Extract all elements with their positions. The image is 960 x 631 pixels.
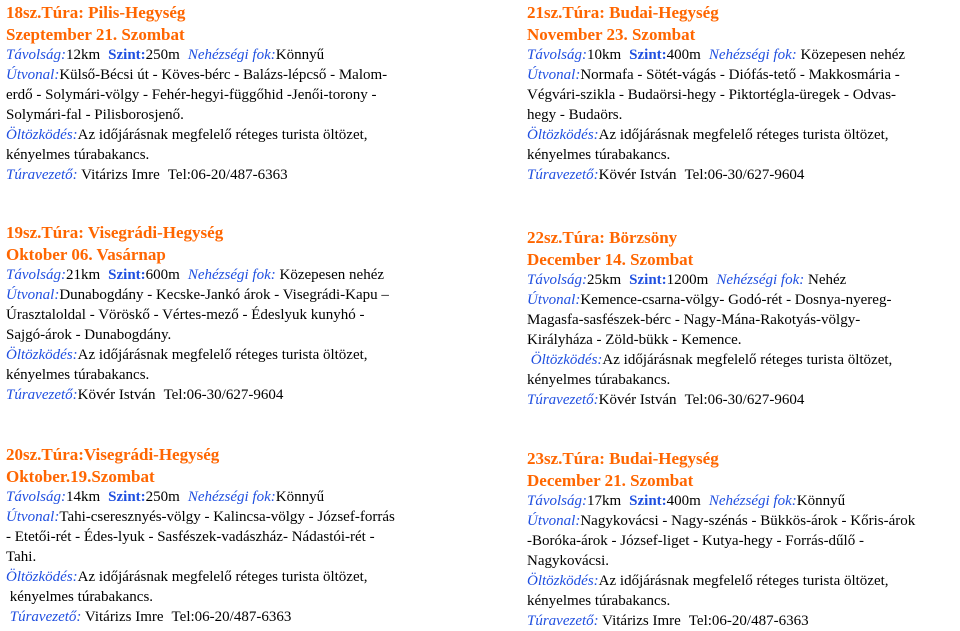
clothing-line <box>527 125 957 145</box>
tour-title: 18sz.Túra: Pilis-Hegység <box>6 3 186 22</box>
clothing-line: kényelmes túrabakancs. <box>6 367 150 383</box>
tour-title: 23sz.Túra: Budai-Hegység <box>527 449 719 468</box>
difficulty-value: Könnyű <box>275 489 325 505</box>
route-line: -Boróka-árok - József-liget - Kutya-hegy - Forrás-dűlő - <box>527 533 864 549</box>
elevation-value: 250m <box>145 489 180 505</box>
difficulty-value: Könnyű <box>275 47 325 63</box>
route-line: Nagykovácsi. <box>527 553 610 569</box>
distance-value: 14km <box>66 489 101 505</box>
guide-phone: Tel:06-20/487-6363 <box>167 167 288 183</box>
clothing-line <box>6 345 446 365</box>
route-line: - Etetői-rét - Édes-lyuk - Sasfészek-vadászház- Nádastói-rét - <box>6 529 375 545</box>
route-line: erdő - Solymári-völgy - Fehér-hegyi-függőhid -Jenői-torony - <box>6 87 377 103</box>
elevation-value: 400m <box>666 47 701 63</box>
guide-label: Túravezető: <box>6 387 78 403</box>
difficulty-value: Közepesen nehéz <box>279 267 385 283</box>
guide-name: Vitárizs Imre <box>81 167 160 183</box>
route-label: Útvonal: <box>527 513 581 529</box>
elevation-value: 250m <box>145 47 180 63</box>
tour-date: December 14. Szombat <box>527 250 694 269</box>
guide-phone: Tel:06-20/487-6363 <box>688 613 809 629</box>
clothing-line: kényelmes túrabakancs. <box>527 147 671 163</box>
route-label: Útvonal: <box>527 292 581 308</box>
guide-line <box>6 385 446 405</box>
route-text: Nagykovácsi - Nagy-szénás - Bükkös-árok - Kőris-árok <box>580 513 916 529</box>
tour-stats <box>6 487 446 507</box>
guide-name: Kövér István <box>598 392 677 408</box>
tour-title: 20sz.Túra:Visegrádi-Hegység <box>6 445 220 464</box>
difficulty-label: Nehézségi fok: <box>187 47 276 63</box>
elevation-value: 1200m <box>666 272 709 288</box>
elevation-label: Szint: <box>108 489 146 505</box>
difficulty-value: Könnyű <box>796 493 846 509</box>
route-label: Útvonal: <box>527 67 581 83</box>
guide-line <box>6 607 446 627</box>
guide-name: Kövér István <box>77 387 156 403</box>
route-line <box>527 290 957 310</box>
tour-stats <box>6 265 446 285</box>
clothing-line: kényelmes túrabakancs. <box>527 372 671 388</box>
clothing-text: Az időjárásnak megfelelő réteges turista öltözet, <box>77 347 368 363</box>
difficulty-value: Közepesen nehéz <box>800 47 906 63</box>
route-line: Királyháza - Zöld-bükk - Kemence. <box>527 332 742 348</box>
route-line <box>527 511 957 531</box>
tour-card-22 <box>527 227 957 410</box>
clothing-line: kényelmes túrabakancs. <box>527 593 671 609</box>
guide-line <box>527 390 957 410</box>
guide-line <box>6 165 446 185</box>
route-line <box>6 285 446 305</box>
clothing-label: Öltözködés: <box>530 352 603 368</box>
clothing-line <box>6 587 446 607</box>
guide-name: Vitárizs Imre <box>84 609 164 625</box>
route-line: Végvári-szikla - Budaörsi-hegy - Piktortégla-üregek - Odvas- <box>527 87 897 103</box>
tour-title: 19sz.Túra: Visegrádi-Hegység <box>6 223 224 242</box>
elevation-label: Szint: <box>629 272 667 288</box>
guide-phone: Tel:06-20/487-6363 <box>171 609 292 625</box>
guide-phone: Tel:06-30/627-9604 <box>163 387 284 403</box>
guide-label: Túravezető: <box>527 613 599 629</box>
elevation-label: Szint: <box>108 47 146 63</box>
elevation-value: 400m <box>666 493 701 509</box>
guide-name: Vitárizs Imre <box>602 613 681 629</box>
route-line: Sajgó-árok - Dunabogdány. <box>6 327 172 343</box>
route-label: Útvonal: <box>6 509 60 525</box>
tour-stats <box>527 45 957 65</box>
clothing-line <box>6 125 446 145</box>
route-line: Solymári-fal - Pilisborosjenő. <box>6 107 184 123</box>
guide-label: Túravezető: <box>9 609 82 625</box>
route-text: Normafa - Sötét-vágás - Diófás-tető - Makkosmária - <box>580 67 900 83</box>
clothing-label: Öltözködés: <box>6 569 78 585</box>
route-line <box>6 65 446 85</box>
route-line: Magasfa-sasfészek-bérc - Nagy-Mána-Rakotyás-völgy- <box>527 312 861 328</box>
guide-name: Kövér István <box>598 167 677 183</box>
tour-card-20 <box>6 444 446 627</box>
clothing-text: Az időjárásnak megfelelő réteges turista öltözet, <box>598 573 889 589</box>
tour-date: Oktober.19.Szombat <box>6 467 155 486</box>
elevation-value: 600m <box>145 267 180 283</box>
tour-stats <box>527 491 957 511</box>
difficulty-label: Nehézségi fok: <box>708 493 797 509</box>
tour-stats <box>6 45 446 65</box>
distance-value: 21km <box>66 267 101 283</box>
tour-date: December 21. Szombat <box>527 471 694 490</box>
clothing-label: Öltözködés: <box>6 127 78 143</box>
route-line: Úrasztaloldal - Vöröskő - Vértes-mező - Édeslyuk kunyhó - <box>6 307 365 323</box>
guide-line <box>527 611 957 631</box>
distance-value: 25km <box>587 272 622 288</box>
route-line <box>6 507 446 527</box>
route-text: Kemence-csarna-völgy- Godó-rét - Dosnya-nyereg- <box>580 292 892 308</box>
tour-card-21 <box>527 2 957 185</box>
elevation-label: Szint: <box>629 493 667 509</box>
distance-value: 10km <box>587 47 622 63</box>
distance-label: Távolság: <box>527 47 587 63</box>
tour-title: 21sz.Túra: Budai-Hegység <box>527 3 719 22</box>
route-label: Útvonal: <box>6 67 60 83</box>
guide-phone: Tel:06-30/627-9604 <box>684 167 805 183</box>
guide-phone: Tel:06-30/627-9604 <box>684 392 805 408</box>
difficulty-label: Nehézségi fok: <box>187 267 276 283</box>
clothing-line <box>527 571 957 591</box>
elevation-label: Szint: <box>629 47 667 63</box>
route-text: Dunabogdány - Kecske-Jankó árok - Visegrádi-Kapu – <box>59 287 389 303</box>
tour-card-23 <box>527 448 957 631</box>
guide-label: Túravezető: <box>527 392 599 408</box>
tour-stats <box>527 270 957 290</box>
clothing-text: Az időjárásnak megfelelő réteges turista öltözet, <box>77 127 368 143</box>
tour-card-18 <box>6 2 446 185</box>
distance-label: Távolság: <box>527 493 587 509</box>
clothing-label: Öltözködés: <box>527 127 599 143</box>
clothing-line <box>527 350 957 370</box>
distance-label: Távolság: <box>6 489 66 505</box>
guide-line <box>527 165 957 185</box>
clothing-label: Öltözködés: <box>527 573 599 589</box>
clothing-line: kényelmes túrabakancs. <box>6 147 150 163</box>
elevation-label: Szint: <box>108 267 146 283</box>
distance-label: Távolság: <box>527 272 587 288</box>
difficulty-label: Nehézségi fok: <box>187 489 276 505</box>
difficulty-label: Nehézségi fok: <box>708 47 797 63</box>
route-text: Tahi-cseresznyés-völgy - Kalincsa-völgy - József-forrás <box>59 509 395 525</box>
clothing-text: Az időjárásnak megfelelő réteges turista öltözet, <box>602 352 893 368</box>
clothing-text: Az időjárásnak megfelelő réteges turista öltözet, <box>77 569 368 585</box>
tour-date: November 23. Szombat <box>527 25 696 44</box>
clothing-line <box>6 567 446 587</box>
route-text: Külső-Bécsi út - Köves-bérc - Balázs-lépcső - Malom- <box>59 67 388 83</box>
route-line: Tahi. <box>6 549 37 565</box>
tour-card-19 <box>6 222 446 405</box>
distance-value: 12km <box>66 47 101 63</box>
distance-label: Távolság: <box>6 267 66 283</box>
tour-date: Oktober 06. Vasárnap <box>6 245 166 264</box>
distance-value: 17km <box>587 493 622 509</box>
tour-title: 22sz.Túra: Börzsöny <box>527 228 678 247</box>
guide-label: Túravezető: <box>6 167 78 183</box>
route-line <box>527 65 957 85</box>
clothing-label: Öltözködés: <box>6 347 78 363</box>
clothing-text: kényelmes túrabakancs. <box>9 589 154 605</box>
difficulty-value: Nehéz <box>807 272 847 288</box>
difficulty-label: Nehézségi fok: <box>716 272 805 288</box>
tour-date: Szeptember 21. Szombat <box>6 25 185 44</box>
route-line: hegy - Budaörs. <box>527 107 623 123</box>
clothing-text: Az időjárásnak megfelelő réteges turista öltözet, <box>598 127 889 143</box>
guide-label: Túravezető: <box>527 167 599 183</box>
route-label: Útvonal: <box>6 287 60 303</box>
distance-label: Távolság: <box>6 47 66 63</box>
